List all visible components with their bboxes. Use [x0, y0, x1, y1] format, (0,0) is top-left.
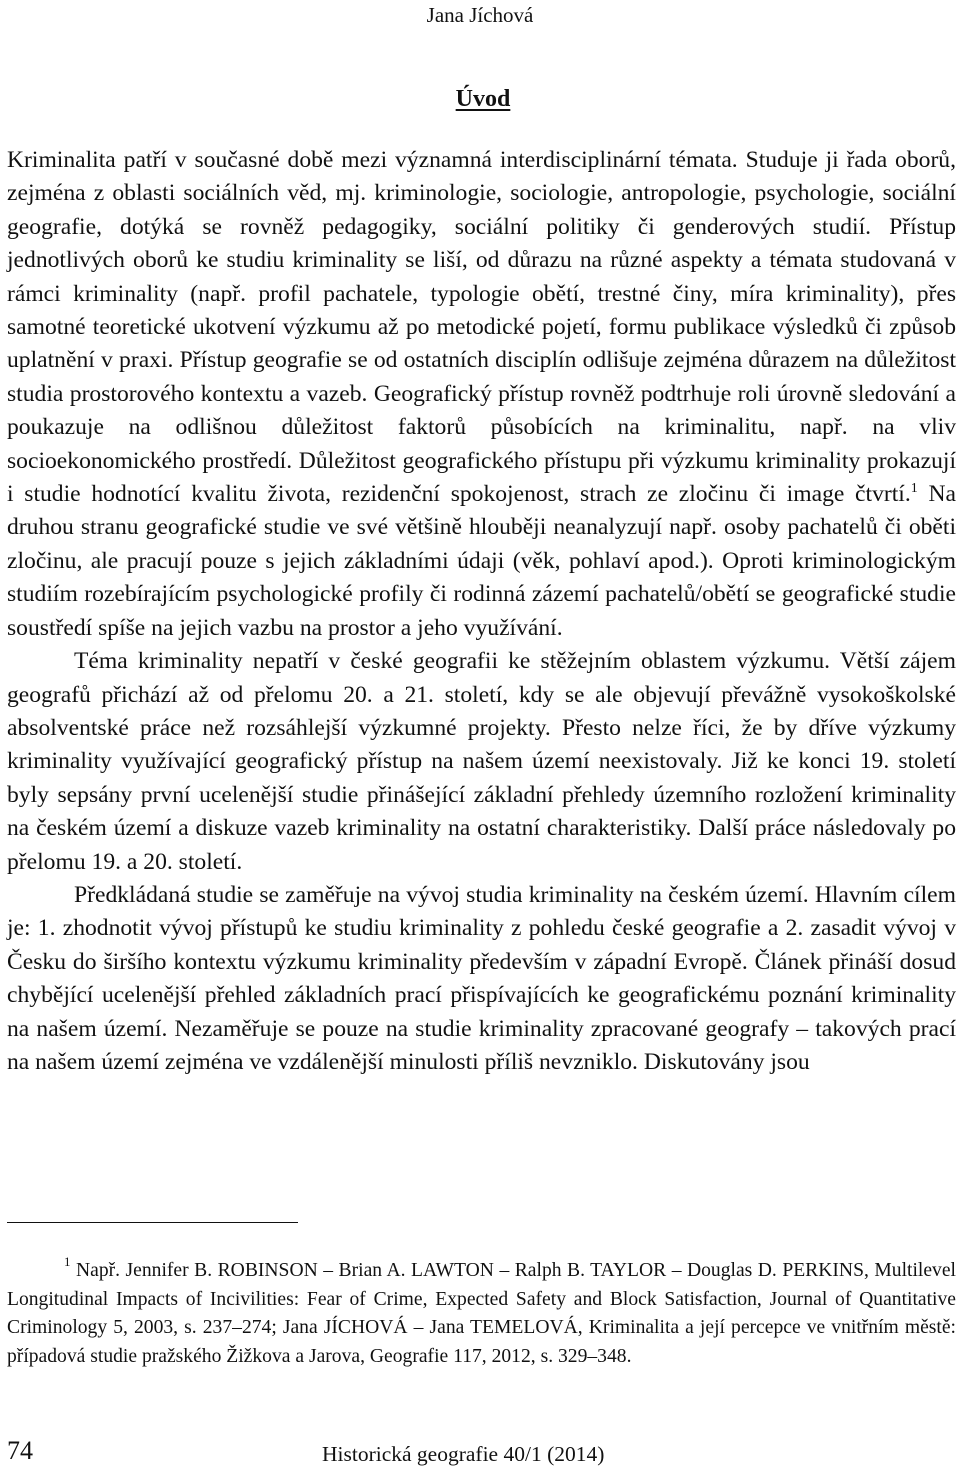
paragraph-2: Téma kriminality nepatří v české geografii ke stěžejním oblastem výzkumu. Větší zájem geografů přichází až od přelomu 20. a 21. století, kdy se ale objevují převážně vysokoškolské absolventské práce než rozsáhlejší výzkumné projekty. Přesto nelze říci, že by dříve výzkumy kriminality využívající geografický přístup na našem území neexistovaly. Již ke konci 19. století byly sepsány první ucelenější studie přinášející základní přehledy územního rozložení kriminality na českém území a diskuze vazeb kriminality na ostatní charakteristiky. Další práce následovaly po přelomu 19. a 20. století. — [7, 648, 956, 875]
body-text — [7, 144, 956, 1079]
running-head-author: Jana Jíchová — [426, 3, 534, 27]
footnote-separator — [7, 1222, 298, 1223]
paragraph-3: Předkládaná studie se zaměřuje na vývoj studia kriminality na českém území. Hlavním cílem je: 1. zhodnotit vývoj přístupů ke studiu kriminality z pohledu české geografie a 2. zasadit vývoj v Česku do širšího kontextu výzkumu kriminality především v západní Evropě. Článek přináší dosud chybějící ucelenější přehled základních prací přispívajících ke geografickému poznání kriminality na našem území. Nezaměřuje se pouze na studie kriminality zpracované geografy – takových prací na našem území zejména ve vzdálenější minulosti příliš nevzniklo. Diskutovány jsou — [7, 881, 956, 1075]
journal-footer: Historická geografie 40/1 (2014) — [322, 1442, 605, 1466]
footnote-reference[interactable]: 1 — [910, 481, 918, 497]
footnote-number: 1 — [64, 1254, 71, 1269]
page-number: 74 — [7, 1436, 33, 1465]
paragraph-1-text-continued: Na druhou stranu geografické studie ve své většině hlouběji neanalyzují např. osoby pachatelů či oběti zločinu, ale pracují pouze s jejich základními údaji (věk, pohlaví apod.). Oproti kriminologickým studiím rozebírajícím psychologické profily či rodinná zázemí pachatelů/obětí se geografické studie soustředí spíše na jejich vazbu na prostor a jeho využívání. — [7, 481, 956, 641]
footnote-text: Např. Jennifer B. ROBINSON – Brian A. LAWTON – Ralph B. TAYLOR – Douglas D. PERKINS, Multilevel Longitudinal Impacts of Incivilities: Fear of Crime, Expected Safety and Block Satisfaction, Journal of Quantitative Criminology 5, 2003, s. 237–274; Jana JÍCHOVÁ – Jana TEMELOVÁ, Kriminalita a její percepce ve vnitřním městě: případová studie pražského Žižkova a Jarova, Geografie 117, 2012, s. 329–348. — [7, 1260, 956, 1367]
section-title: Úvod — [455, 86, 511, 112]
paragraph-1-text: Kriminalita patří v současné době mezi významná interdisciplinární témata. Studuje ji řada oborů, zejména z oblasti sociálních věd, mj. kriminologie, sociologie, antropologie, psychologie, sociální geografie, dotýká se rovněž pedagogiky, sociální politiky či genderových studií. Přístup jednotlivých oborů ke studiu kriminality se liší, od důrazu na různé aspekty a témata studovaná v rámci kriminality (např. profil pachatele, typologie obětí, trestné činy, míra kriminality), přes samotné teoretické ukotvení výzkumu až po metodické pojetí, formu publikace výsledků či způsob uplatnění v praxi. Přístup geografie se od ostatních disciplín odlišuje zejména důrazem na důležitost studia prostorového kontextu a vazeb. Geografický přístup rovněž podtrhuje roli úrovně sledování a poukazuje na odlišnou důležitost faktorů působících na kriminalitu, např. na vliv socioekonomického prostředí. Důležitost geografického přístupu při výzkumu kriminality prokazují i studie hodnotící kvalitu života, rezidenční spokojenost, strach ze zločinu či image čtvrtí. — [7, 147, 956, 508]
footnote-1 — [7, 1254, 956, 1371]
paragraph-1 — [7, 144, 956, 645]
